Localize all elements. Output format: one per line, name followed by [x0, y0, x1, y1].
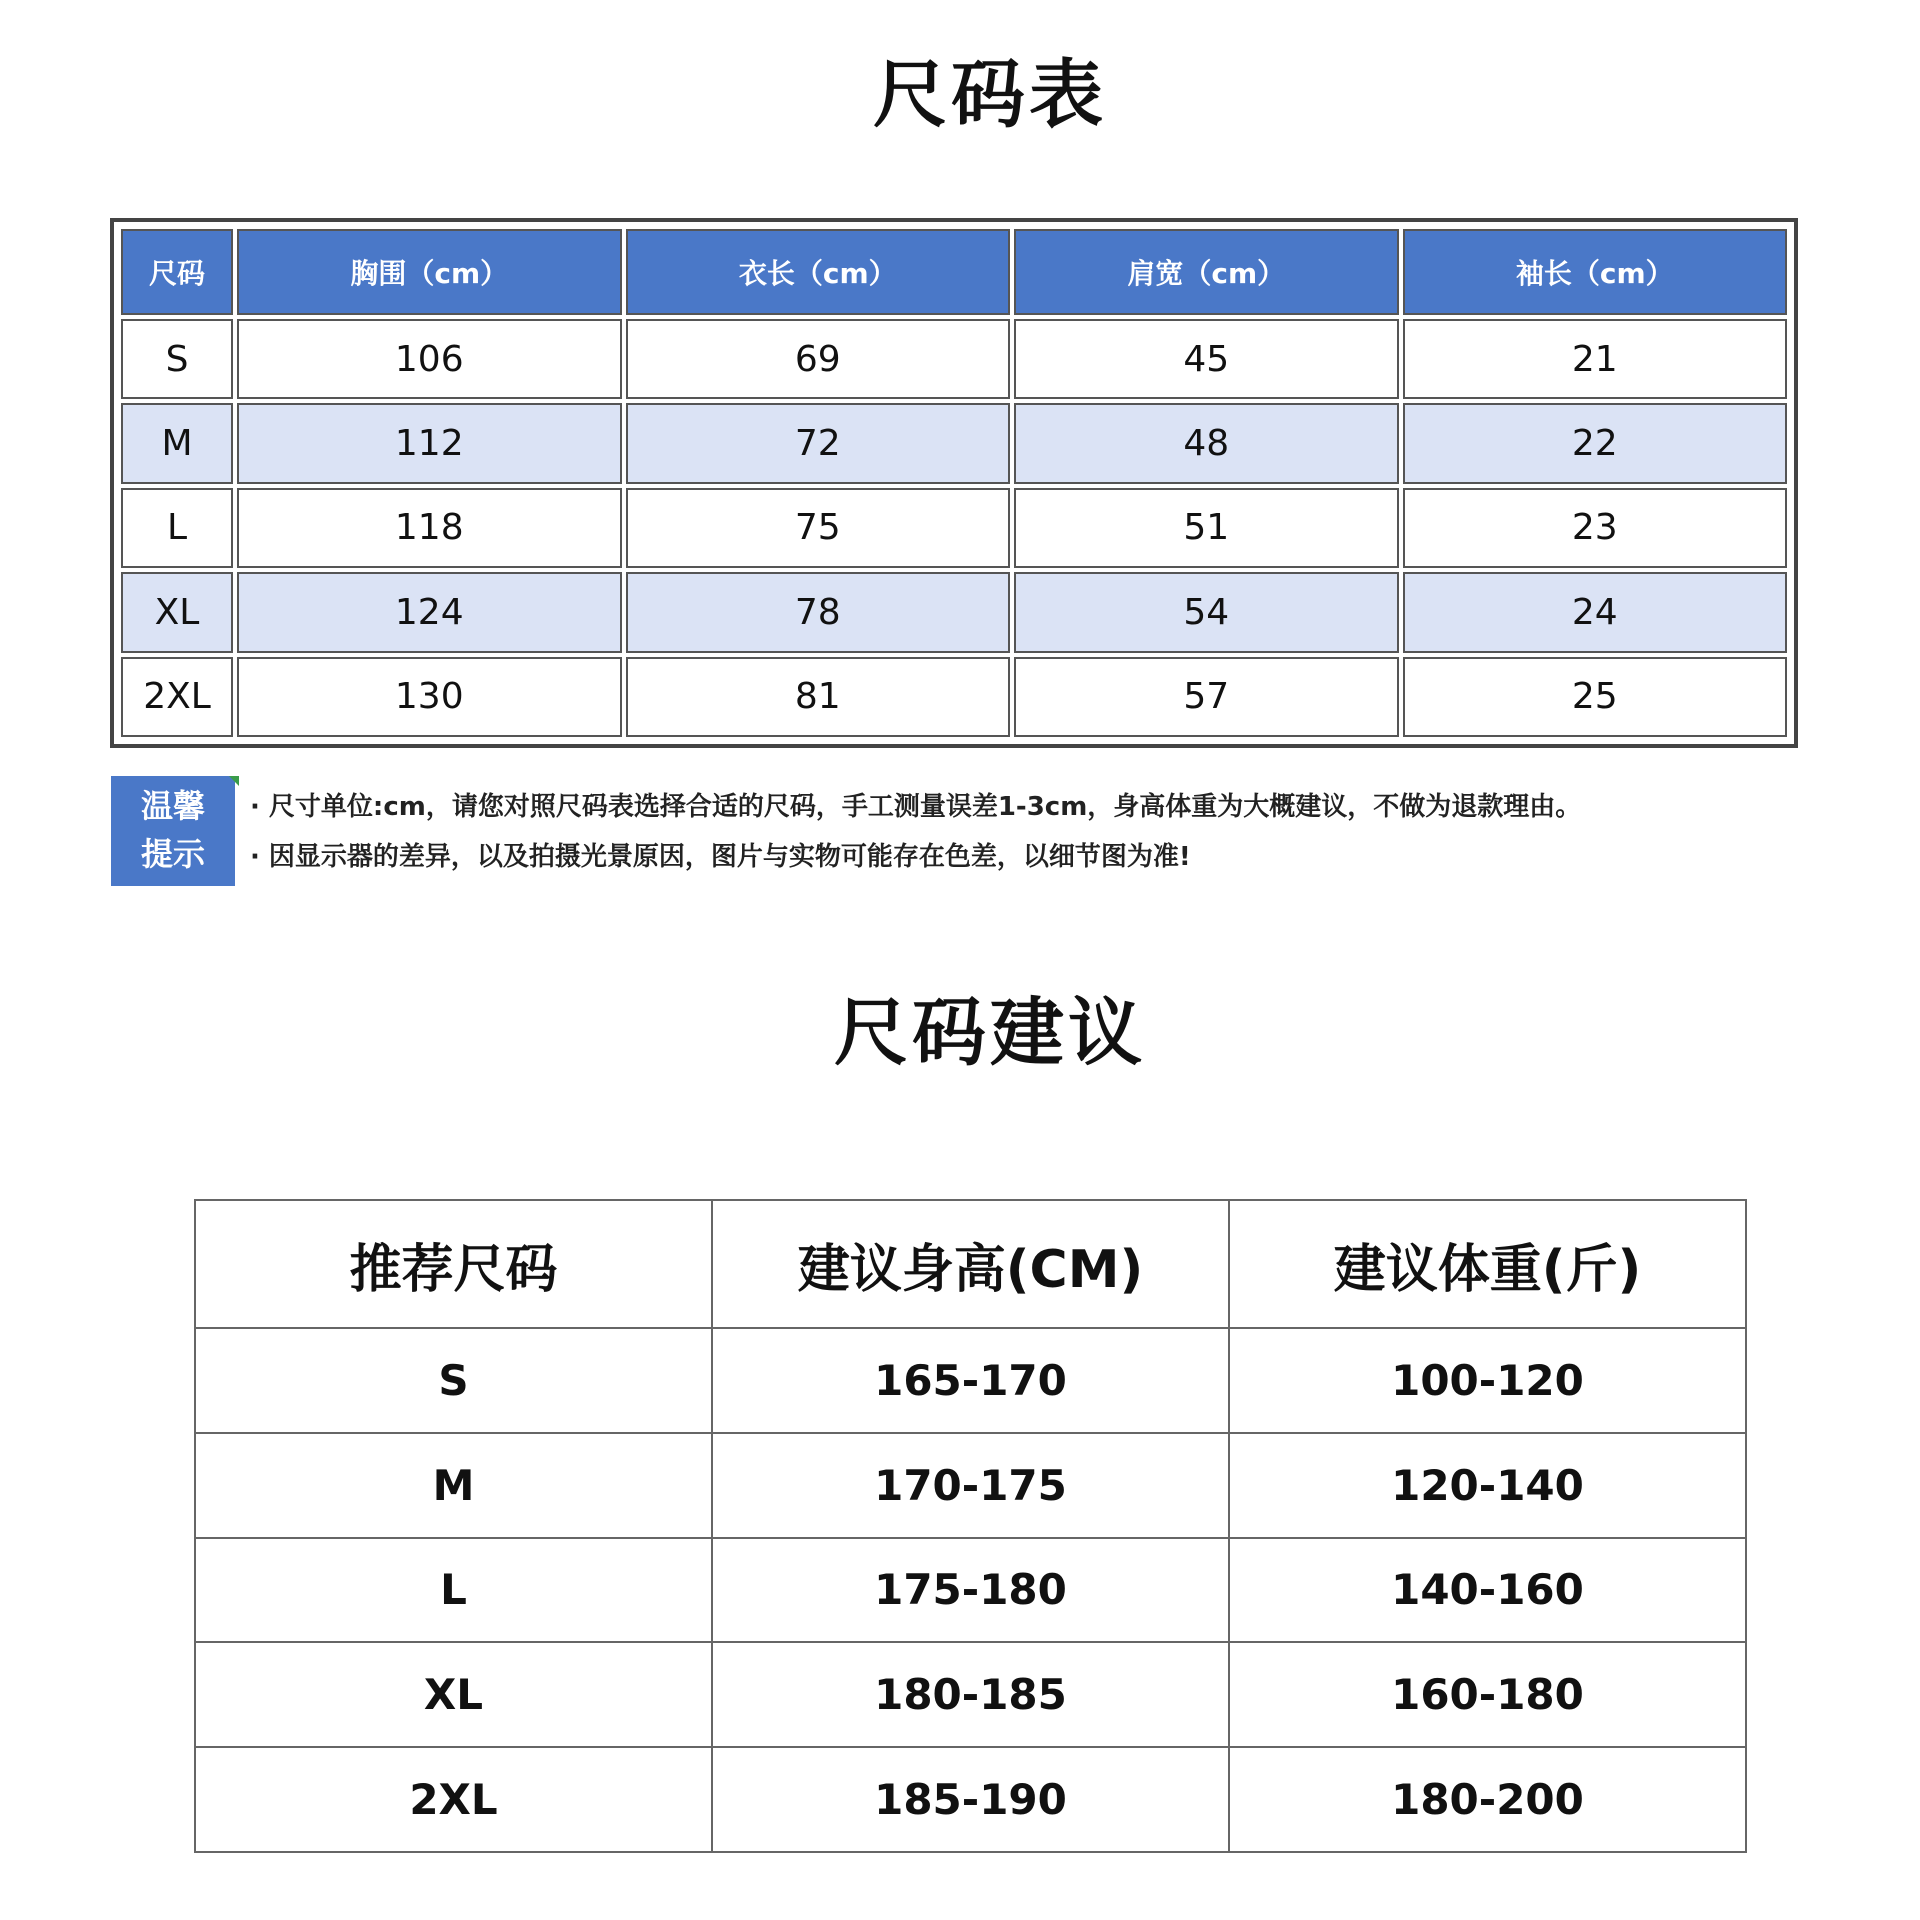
header-suggested-weight: 建议体重(斤)	[1229, 1200, 1746, 1328]
cell-height: 180-185	[712, 1642, 1229, 1747]
cell-size: L	[121, 488, 233, 568]
table-row	[195, 1433, 1746, 1538]
tip-line-1: · 尺寸单位:cm，请您对照尺码表选择合适的尺码，手工测量误差1-3cm，身高体重为大概建议，不做为退款理由。	[250, 792, 1582, 822]
tip-badge-line2: 提示	[140, 835, 205, 873]
cell-weight: 120-140	[1229, 1433, 1746, 1538]
cell-size: M	[121, 403, 233, 483]
table-row	[121, 572, 1787, 652]
cell-size: 2XL	[195, 1747, 712, 1852]
tip-text	[250, 782, 1810, 882]
table-row	[195, 1642, 1746, 1747]
tip-badge	[111, 776, 235, 886]
cell-size: XL	[195, 1642, 712, 1747]
table-row	[121, 488, 1787, 568]
cell-sleeve: 22	[1403, 403, 1788, 483]
size-chart-table	[110, 218, 1798, 748]
tip-badge-line1: 温馨	[140, 787, 205, 825]
cell-weight: 140-160	[1229, 1538, 1746, 1643]
cell-sleeve: 25	[1403, 657, 1788, 737]
header-suggested-height: 建议身高(CM)	[712, 1200, 1229, 1328]
header-shoulder: 肩宽（cm）	[1014, 229, 1399, 315]
cell-shoulder: 57	[1014, 657, 1399, 737]
cell-length: 75	[626, 488, 1011, 568]
cell-sleeve: 21	[1403, 319, 1788, 399]
cell-size: 2XL	[121, 657, 233, 737]
cell-size: M	[195, 1433, 712, 1538]
header-length: 衣长（cm）	[626, 229, 1011, 315]
cell-length: 72	[626, 403, 1011, 483]
cell-chest: 118	[237, 488, 622, 568]
cell-length: 69	[626, 319, 1011, 399]
size-advice-table	[194, 1199, 1747, 1853]
cell-length: 81	[626, 657, 1011, 737]
size-chart-header-row	[121, 229, 1787, 315]
cell-weight: 180-200	[1229, 1747, 1746, 1852]
cell-size: XL	[121, 572, 233, 652]
size-advice-header-row	[195, 1200, 1746, 1328]
cell-shoulder: 54	[1014, 572, 1399, 652]
table-row	[121, 657, 1787, 737]
cell-chest: 130	[237, 657, 622, 737]
size-chart-title: 尺码表	[873, 52, 1107, 138]
cell-chest: 124	[237, 572, 622, 652]
cell-shoulder: 45	[1014, 319, 1399, 399]
tip-corner-mark	[229, 776, 239, 786]
cell-shoulder: 48	[1014, 403, 1399, 483]
header-chest: 胸围（cm）	[237, 229, 622, 315]
cell-weight: 160-180	[1229, 1642, 1746, 1747]
table-row	[195, 1538, 1746, 1643]
cell-chest: 106	[237, 319, 622, 399]
header-recommended-size: 推荐尺码	[195, 1200, 712, 1328]
cell-height: 165-170	[712, 1328, 1229, 1433]
cell-weight: 100-120	[1229, 1328, 1746, 1433]
cell-height: 170-175	[712, 1433, 1229, 1538]
table-row	[121, 319, 1787, 399]
cell-sleeve: 24	[1403, 572, 1788, 652]
table-row	[195, 1747, 1746, 1852]
cell-sleeve: 23	[1403, 488, 1788, 568]
cell-size: S	[195, 1328, 712, 1433]
cell-size: S	[121, 319, 233, 399]
cell-length: 78	[626, 572, 1011, 652]
table-row	[121, 403, 1787, 483]
header-size: 尺码	[121, 229, 233, 315]
cell-size: L	[195, 1538, 712, 1643]
cell-height: 185-190	[712, 1747, 1229, 1852]
cell-chest: 112	[237, 403, 622, 483]
tip-line-2: · 因显示器的差异，以及拍摄光景原因，图片与实物可能存在色差，以细节图为准!	[250, 842, 1191, 872]
cell-height: 175-180	[712, 1538, 1229, 1643]
cell-shoulder: 51	[1014, 488, 1399, 568]
table-row	[195, 1328, 1746, 1433]
size-advice-title: 尺码建议	[834, 990, 1146, 1076]
header-sleeve: 袖长（cm）	[1403, 229, 1788, 315]
